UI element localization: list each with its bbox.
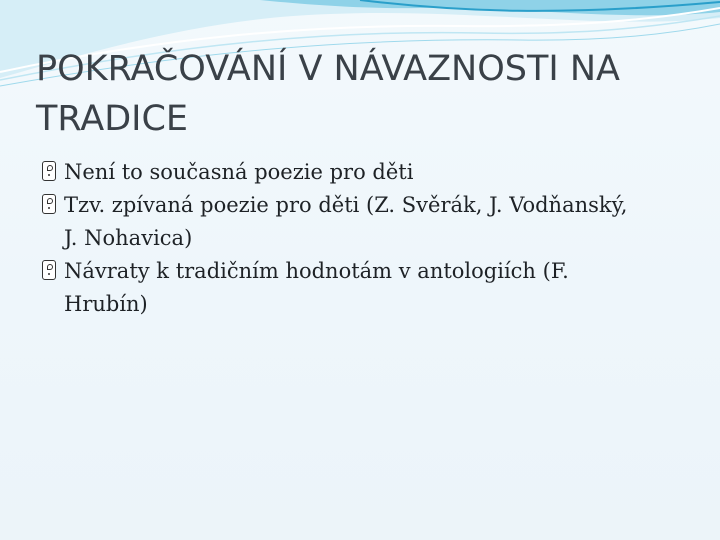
bullet-text: Návraty k tradičním hodnotám v antologiích (F. <box>64 259 569 283</box>
missing-glyph-icon <box>42 161 56 181</box>
missing-glyph-icon <box>42 260 56 280</box>
bullet-text-continuation: Hrubín) <box>64 292 148 316</box>
bullet-item <box>42 255 702 321</box>
bullet-item <box>42 189 702 255</box>
bullet-text: Tzv. zpívaná poezie pro děti (Z. Svěrák, J. Vodňanský, <box>64 193 628 217</box>
missing-glyph-icon <box>42 194 56 214</box>
bullet-item <box>42 156 702 189</box>
slide-title-line: TRADICE <box>36 99 189 139</box>
bullet-text-continuation: J. Nohavica) <box>64 226 193 250</box>
bullet-list <box>42 156 702 321</box>
bullet-text: Není to současná poezie pro děti <box>64 160 414 184</box>
slide-title-line: POKRAČOVÁNÍ V NÁVAZNOSTI NA <box>36 49 620 89</box>
slide-title <box>36 44 686 144</box>
